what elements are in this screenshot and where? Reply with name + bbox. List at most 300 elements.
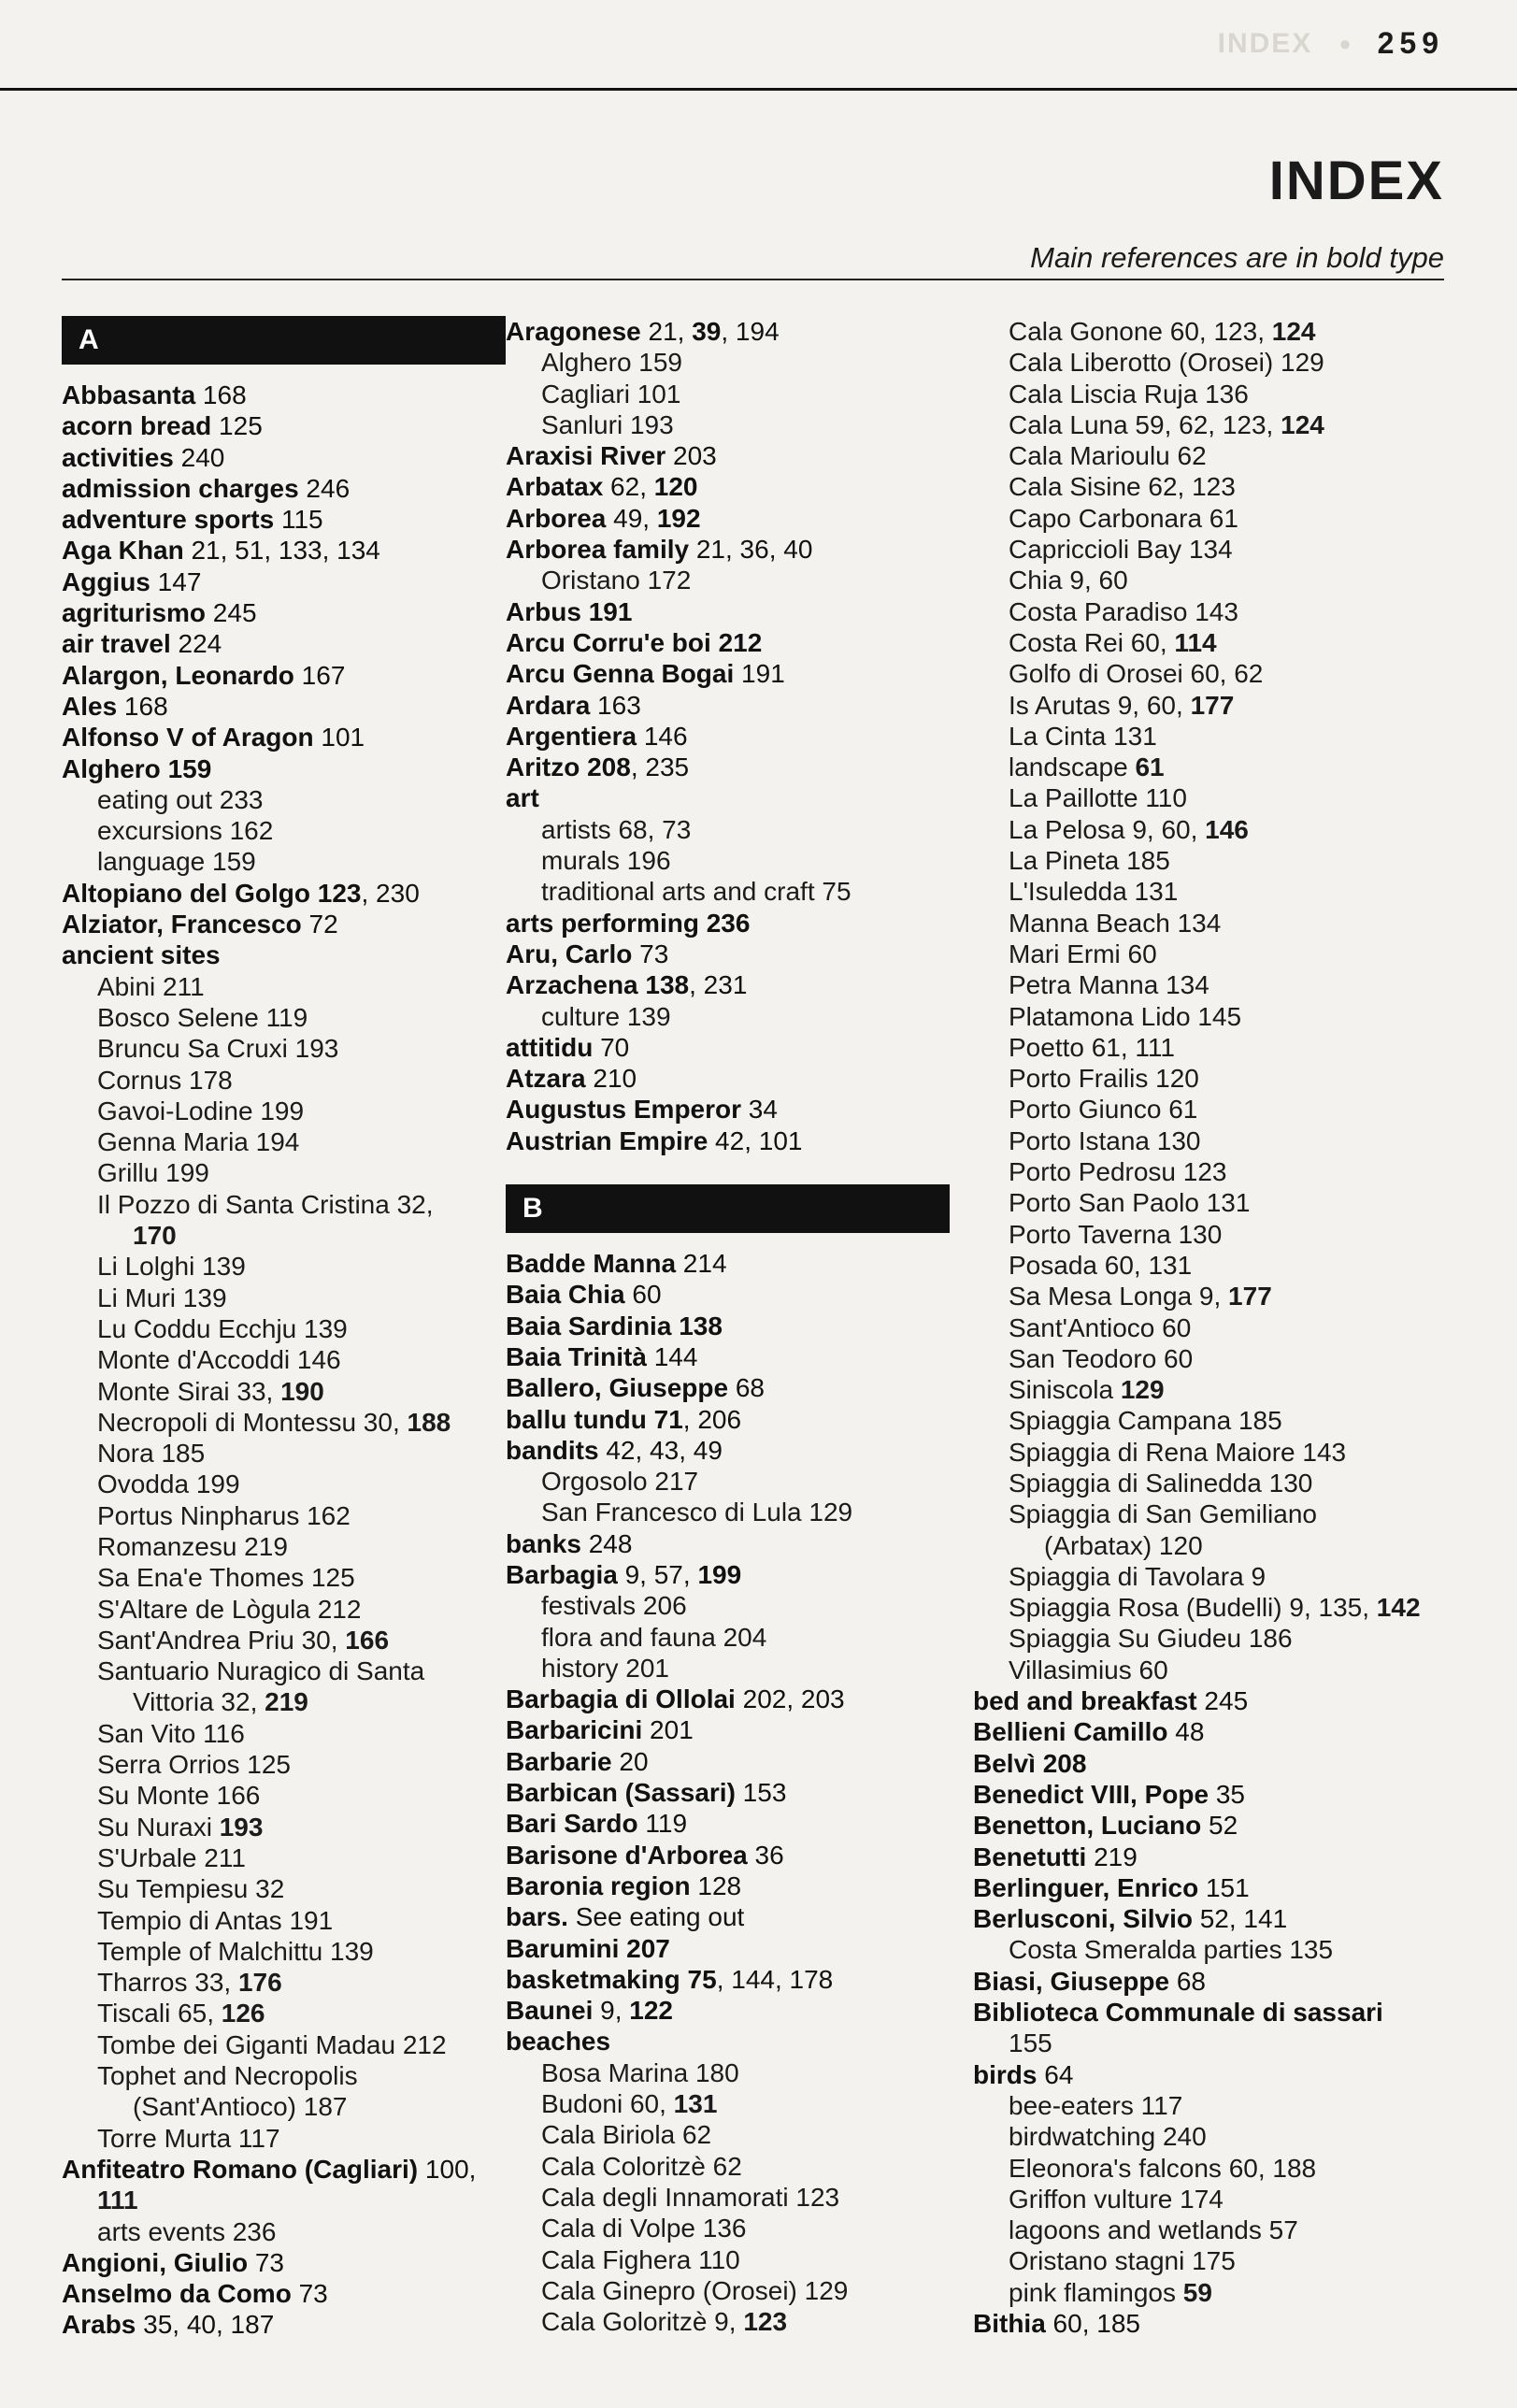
index-entry (973, 1685, 1445, 1716)
page-ref: 212 (718, 627, 763, 657)
subentry-text: Monte Sirai 33, (97, 1376, 281, 1406)
index-subentry (506, 1466, 973, 1497)
index-entry (506, 1777, 973, 1808)
index-subentry (62, 971, 506, 1002)
index-subentry (506, 845, 973, 876)
index-entry (506, 440, 973, 471)
entry-heading: Belvì (973, 1748, 1036, 1778)
index-subentry (973, 1623, 1445, 1654)
page-ref: , 230 (361, 878, 420, 908)
subentry-text: Tharros 33, (97, 1968, 238, 1998)
entry-heading: Arcu Corru'e boi (506, 627, 711, 657)
subentry-text: Spiaggia Su Giudeu 186 (1009, 1624, 1293, 1654)
entry-heading: Aritzo (506, 752, 580, 782)
index-entry (506, 1808, 973, 1839)
entry-heading: Alfonso V of Aragon (62, 723, 314, 752)
entry-heading: Arzachena (506, 970, 638, 1000)
entry-heading: Benedict VIII, Pope (973, 1779, 1209, 1809)
entry-heading: beaches (506, 2027, 611, 2057)
page-ref: , 144, 178 (716, 1964, 834, 1994)
entry-heading: Benetton, Luciano (973, 1811, 1202, 1841)
entry-heading: Baia Sardinia (506, 1311, 672, 1340)
entry-heading: Arabs (62, 2310, 136, 2340)
index-subentry (506, 379, 973, 409)
index-subentry (62, 1189, 506, 1220)
entry-heading: birds (973, 2059, 1038, 2089)
index-subentry (506, 2151, 973, 2182)
page-ref: 207 (626, 1933, 670, 1963)
subentry-text: Sa Mesa Longa 9, (1009, 1282, 1229, 1312)
subentry-text: Oristano stagni 175 (1009, 2246, 1236, 2276)
subentry-text: Genna Maria 194 (97, 1127, 300, 1157)
index-subentry (973, 534, 1445, 565)
page-ref: 52 (1201, 1811, 1238, 1841)
entry-heading: Barbaricini (506, 1715, 643, 1745)
page-ref: 177 (1228, 1282, 1272, 1312)
subentry-text: Cala Ginepro (Orosei) 129 (541, 2275, 849, 2305)
page-number: 259 (1377, 26, 1444, 60)
index-entry (506, 534, 973, 565)
index-subentry (62, 1438, 506, 1469)
index-subentry (62, 1157, 506, 1188)
index-subentry (973, 1001, 1445, 1032)
entry-heading: admission charges (62, 473, 299, 503)
index-column-1 (62, 316, 506, 2341)
entry-heading: air travel (62, 629, 171, 659)
subentry-text: Spiaggia di Tavolara 9 (1009, 1561, 1267, 1591)
subentry-text: murals 196 (541, 846, 671, 876)
entry-heading: Barbagia di Ollolai (506, 1684, 736, 1714)
subentry-text: Porto Taverna 130 (1009, 1219, 1223, 1249)
entry-heading: Baia Chia (506, 1280, 625, 1310)
page-ref: 129 (1120, 1375, 1165, 1405)
page-ref: 48 (1167, 1717, 1205, 1747)
index-subentry (973, 471, 1445, 502)
index-subentry (62, 1998, 506, 2028)
entry-heading: basketmaking (506, 1964, 680, 1994)
page-ref: 122 (629, 1996, 673, 2026)
entry-heading: Barbagia (506, 1559, 618, 1589)
index-subentry (973, 969, 1445, 1000)
subentry-text: Petra Manna 134 (1009, 970, 1209, 1000)
index-entry (62, 597, 506, 628)
index-subentry (973, 503, 1445, 534)
page-ref (711, 628, 719, 657)
subentry-text: artists 68, 73 (541, 814, 692, 844)
index-subentry (62, 1749, 506, 1780)
index-subentry (973, 2214, 1445, 2245)
entry-heading: Biblioteca Communale di sassari (973, 1998, 1383, 2028)
index-subentry (973, 939, 1445, 969)
page-ref: 59 (1182, 2277, 1212, 2307)
index-entry (506, 1901, 973, 1932)
entry-heading: Bithia (973, 2309, 1046, 2338)
subentry-text: culture 139 (541, 1001, 671, 1031)
subentry-text: festivals 206 (541, 1591, 687, 1621)
index-entry (506, 1933, 973, 1964)
subentry-text: L'Isuledda 131 (1009, 877, 1179, 907)
subentry-text: Serra Orrios 125 (97, 1750, 291, 1780)
index-subentry (973, 1655, 1445, 1685)
entry-heading: Berlinguer, Enrico (973, 1872, 1199, 1902)
index-entry (506, 782, 973, 813)
page-ref: 124 (1281, 409, 1324, 439)
page-ref (680, 1965, 688, 1994)
page-ref: 144 (646, 1341, 698, 1371)
entry-heading: Atzara (506, 1064, 586, 1094)
subentry-text: San Vito 116 (97, 1718, 245, 1748)
index-subentry (973, 565, 1445, 595)
index-subentry (973, 2121, 1445, 2152)
page-ref: 214 (676, 1249, 727, 1279)
index-entry (62, 2278, 506, 2309)
entry-heading: Biasi, Giuseppe (973, 1966, 1170, 1996)
section-letter-a: A (62, 316, 506, 365)
subentry-text: Cala Goloritzè 9, (541, 2307, 744, 2337)
index-entry (506, 1063, 973, 1094)
entry-heading: Aga Khan (62, 536, 184, 566)
index-entry (506, 1435, 973, 1466)
index-subentry (506, 1497, 973, 1527)
index-entry (506, 2026, 973, 2057)
entry-heading: Barbarie (506, 1746, 612, 1776)
subentry-text: Cala Luna 59, 62, 123, (1009, 409, 1281, 439)
subentry-text: Torre Murta 117 (97, 2123, 280, 2153)
entry-heading: Austrian Empire (506, 1125, 708, 1155)
subentry-text: La Pelosa 9, 60, (1009, 814, 1206, 844)
entry-heading: banks (506, 1528, 581, 1558)
index-subentry (506, 2213, 973, 2243)
entry-heading: bed and breakfast (973, 1686, 1197, 1716)
entry-heading: Altopiano del Golgo (62, 878, 310, 908)
subentry-text: history 201 (541, 1653, 669, 1683)
index-entry (62, 691, 506, 722)
subentry-text: Santuario Nuragico di Santa (97, 1656, 425, 1686)
index-entry (62, 380, 506, 410)
index-entry (506, 1714, 973, 1745)
index-subentry (506, 2182, 973, 2213)
index-subentry (62, 1065, 506, 1096)
page-ref: 138 (679, 1311, 723, 1340)
index-subentry (973, 690, 1445, 721)
page-ref: 68 (1169, 1966, 1207, 1996)
page-ref: 73 (291, 2279, 328, 2309)
page-ref: 159 (167, 753, 212, 783)
page-ref: 224 (170, 629, 222, 659)
index-entry (506, 1311, 973, 1341)
running-header (1218, 26, 1444, 61)
running-header-section: INDEX (1217, 27, 1313, 59)
index-subentry (62, 846, 506, 877)
page-ref: 124 (1271, 317, 1316, 346)
page-ref: 203 (665, 441, 717, 471)
subentry-text: bee-eaters 117 (1009, 2090, 1183, 2120)
subentry-text: Capriccioli Bay 134 (1009, 535, 1233, 565)
subentry-text: S'Altare de Lògula 212 (97, 1594, 362, 1624)
index-subentry (62, 2216, 506, 2247)
entry-heading: Ardara (506, 690, 591, 720)
index-subentry (973, 1437, 1445, 1468)
page-ref: 245 (1196, 1686, 1249, 1716)
entry-heading: Arborea family (506, 535, 690, 565)
index-subentry (62, 1562, 506, 1593)
entry-heading: Ballero, Giuseppe (506, 1373, 729, 1403)
index-subentry (62, 1656, 506, 1686)
index-column-2 (506, 316, 973, 2341)
index-column-3 (973, 316, 1445, 2341)
index-entry (506, 1404, 973, 1435)
page-ref: 192 (656, 503, 701, 533)
entry-heading: Arbus (506, 596, 581, 626)
page-ref: 100, (418, 2154, 477, 2184)
index-subentry (62, 1096, 506, 1126)
subentry-text: Ovodda 199 (97, 1469, 240, 1499)
bullet-icon: ● (1338, 31, 1352, 55)
index-entry (973, 1997, 1445, 2028)
subentry-text: Sant'Antioco 60 (1009, 1312, 1192, 1342)
subentry-text: La Cinta 131 (1009, 721, 1157, 751)
page-ref: 21, (640, 317, 693, 346)
subentry-text: Cala Marioulu 62 (1009, 441, 1207, 471)
index-subentry (62, 1251, 506, 1282)
index-subentry (973, 347, 1445, 378)
index-entry (62, 909, 506, 939)
subentry-text: Budoni 60, (541, 2089, 674, 2119)
index-subentry (973, 379, 1445, 409)
page-ref: 42, 101 (708, 1125, 803, 1155)
index-subentry (973, 1374, 1445, 1405)
index-entry (506, 503, 973, 534)
page-ref: 240 (173, 442, 225, 472)
subentry-text: Porto Giunco 61 (1009, 1095, 1198, 1125)
entry-heading: Araxisi River (506, 441, 666, 471)
index-subentry (62, 2123, 506, 2154)
entry-heading: activities (62, 442, 174, 472)
index-subentry (506, 347, 973, 378)
index-subentry-continuation (973, 1530, 1445, 1561)
subentry-text: Spiaggia di Rena Maiore 143 (1009, 1437, 1347, 1467)
subentry-text: Spiaggia di Salinedda 130 (1009, 1468, 1313, 1498)
index-entry (506, 1372, 973, 1403)
subentry-text: San Teodoro 60 (1009, 1343, 1194, 1373)
subentry-text: Mari Ermi 60 (1009, 939, 1157, 968)
subentry-text: Costa Rei 60, (1009, 627, 1175, 657)
subentry-text: Tombe dei Giganti Madau 212 (97, 2029, 447, 2059)
index-entry (62, 660, 506, 691)
subentry-text: Porto Istana 130 (1009, 1125, 1201, 1155)
page-ref: See eating out (567, 1902, 745, 1932)
subentry-text: Cala di Volpe 136 (541, 2214, 747, 2243)
index-entry (62, 722, 506, 752)
subentry-text: language 159 (97, 847, 256, 877)
index-subentry (62, 2060, 506, 2091)
page-ref: 35, 40, 187 (136, 2310, 275, 2340)
index-subentry (62, 1376, 506, 1407)
entry-heading: Argentiera (506, 721, 637, 751)
page-ref: 21, 51, 133, 134 (183, 536, 380, 566)
index-entry (506, 471, 973, 502)
index-entry (62, 878, 506, 909)
subentry-text: Sa Ena'e Thomes 125 (97, 1563, 355, 1593)
index-subentry (973, 1592, 1445, 1623)
subentry-text: Oristano 172 (541, 566, 692, 595)
page-ref: 170 (133, 1221, 177, 1251)
entry-heading: Angioni, Giulio (62, 2247, 249, 2277)
index-entry (506, 1125, 973, 1156)
page-ref: 52, 141 (1192, 1904, 1288, 1934)
page-ref: 142 (1376, 1593, 1421, 1623)
entry-heading: Ales (62, 691, 118, 721)
index-entry (973, 1716, 1445, 1747)
page-ref: 71 (653, 1404, 683, 1434)
index-subentry (973, 316, 1445, 347)
page-ref: 146 (1205, 814, 1249, 844)
index-columns (62, 316, 1445, 2341)
page-ref (581, 597, 589, 626)
subentry-text: Portus Ninpharus 162 (97, 1500, 351, 1530)
index-entry (62, 535, 506, 566)
subentry-text: lagoons and wetlands 57 (1009, 2215, 1298, 2245)
subentry-text: La Paillotte 110 (1009, 783, 1187, 813)
index-subentry (973, 1498, 1445, 1529)
index-subentry (506, 2275, 973, 2306)
index-entry-continuation (973, 2028, 1445, 2058)
subentry-text: birdwatching 240 (1009, 2122, 1207, 2152)
index-entry (506, 1684, 973, 1714)
entry-heading: Baronia region (506, 1870, 691, 1900)
index-subentry (62, 815, 506, 846)
index-subentry (973, 814, 1445, 845)
index-entry (506, 1840, 973, 1870)
index-entry (506, 1094, 973, 1125)
page-ref: 248 (580, 1528, 633, 1558)
index-subentry (973, 2277, 1445, 2308)
index-entry (506, 969, 973, 1000)
page-ref: 193 (219, 1812, 264, 1842)
index-subentry (973, 627, 1445, 658)
subentry-text: Porto Frailis 120 (1009, 1064, 1199, 1094)
index-subentry (62, 1905, 506, 1936)
page-ref: 168 (117, 691, 168, 721)
subentry-text: Cala Coloritzè 62 (541, 2151, 742, 2181)
page-ref: 70 (593, 1032, 630, 1062)
subentry-text: Porto Pedrosu 123 (1009, 1157, 1227, 1187)
subentry-text: Tophet and Necropolis (97, 2061, 358, 2091)
index-subentry (62, 1718, 506, 1749)
index-subentry (506, 565, 973, 595)
subentry-text: flora and fauna 204 (541, 1622, 767, 1652)
page-ref: 188 (407, 1407, 451, 1437)
index-subentry (973, 1032, 1445, 1063)
subentry-text: Bruncu Sa Cruxi 193 (97, 1034, 339, 1064)
index-entry (506, 1341, 973, 1372)
index-subentry (62, 1313, 506, 1344)
page-ref (619, 1934, 626, 1963)
subentry-text: Il Pozzo di Santa Cristina 32, (97, 1189, 434, 1219)
subentry-text: Tempio di Antas 191 (97, 1905, 334, 1935)
index-subentry (506, 814, 973, 845)
page-ref: 146 (637, 721, 688, 751)
subentry-text: Spiaggia Campana 185 (1009, 1406, 1282, 1436)
index-subentry (973, 1250, 1445, 1281)
page-ref: 39 (692, 317, 722, 346)
entry-heading: Alghero (62, 753, 161, 783)
page-ref: 120 (653, 472, 698, 502)
index-subentry (62, 1500, 506, 1531)
index-subentry (973, 2153, 1445, 2184)
subentry-text: Spiaggia Rosa (Budelli) 9, 135, (1009, 1593, 1377, 1623)
subentry-text: Is Arutas 9, 60, (1009, 690, 1191, 720)
subentry-text: S'Urbale 211 (97, 1842, 246, 1872)
entry-heading: adventure sports (62, 505, 275, 535)
subentry-text: Platamona Lido 145 (1009, 1001, 1242, 1031)
page-ref: 125 (211, 411, 263, 441)
subentry-text: Cala degli Innamorati 123 (541, 2182, 840, 2212)
index-entry (506, 627, 973, 658)
index-entry (973, 1779, 1445, 1810)
subentry-text: Costa Smeralda parties 135 (1009, 1935, 1334, 1965)
index-subentry (973, 1156, 1445, 1187)
entry-heading: Arborea (506, 503, 607, 533)
page-ref (1036, 1749, 1043, 1778)
subentry-text: Chia 9, 60 (1009, 566, 1128, 595)
page-ref: 246 (298, 473, 351, 503)
page-ref: 60, 185 (1045, 2309, 1140, 2338)
subentry-text: Manna Beach 134 (1009, 908, 1222, 938)
index-subentry (973, 1405, 1445, 1436)
index-subentry (506, 2244, 973, 2275)
index-subentry-continuation (62, 1220, 506, 1251)
page-ref: 49, (606, 503, 657, 533)
entry-heading: attitidu (506, 1032, 594, 1062)
page-ref: 245 (206, 598, 257, 628)
page-ref (161, 754, 168, 783)
index-subentry (973, 721, 1445, 752)
subentry-text: landscape (1009, 752, 1136, 782)
index-entry (973, 2059, 1445, 2090)
index-subentry (973, 2245, 1445, 2276)
subentry-text: Poetto 61, 111 (1009, 1032, 1175, 1062)
index-subentry (973, 845, 1445, 876)
index-subentry (973, 596, 1445, 627)
page-ref: (Arbatax) 120 (1044, 1530, 1203, 1560)
page-ref: 9, (593, 1996, 630, 2026)
entry-heading: Augustus Emperor (506, 1095, 742, 1125)
entry-heading: bandits (506, 1435, 599, 1465)
page-ref: 201 (642, 1715, 694, 1745)
page-subtitle: Main references are in bold type (1030, 241, 1444, 274)
subentry-text: Lu Coddu Ecchju 139 (97, 1313, 348, 1343)
page-ref: 208 (587, 752, 631, 782)
page-ref: 36 (747, 1840, 784, 1870)
page-ref: 128 (690, 1870, 742, 1900)
index-subentry (62, 1936, 506, 1967)
index-subentry (973, 409, 1445, 440)
entry-heading: Berlusconi, Silvio (973, 1904, 1193, 1934)
page-ref: , 231 (689, 970, 748, 1000)
page-ref: 151 (1198, 1872, 1250, 1902)
index-subentry (506, 1001, 973, 1032)
subentry-text: Cala Gonone 60, 123, (1009, 317, 1272, 346)
index-subentry (506, 876, 973, 907)
page-ref: , 206 (682, 1404, 742, 1434)
index-entry (506, 1279, 973, 1310)
subentry-text: traditional arts and craft 75 (541, 877, 852, 907)
subentry-text: Cala Biriola 62 (541, 2120, 712, 2150)
subentry-text: Capo Carbonara 61 (1009, 503, 1238, 533)
index-subentry (973, 1934, 1445, 1965)
index-subentry (506, 1622, 973, 1653)
